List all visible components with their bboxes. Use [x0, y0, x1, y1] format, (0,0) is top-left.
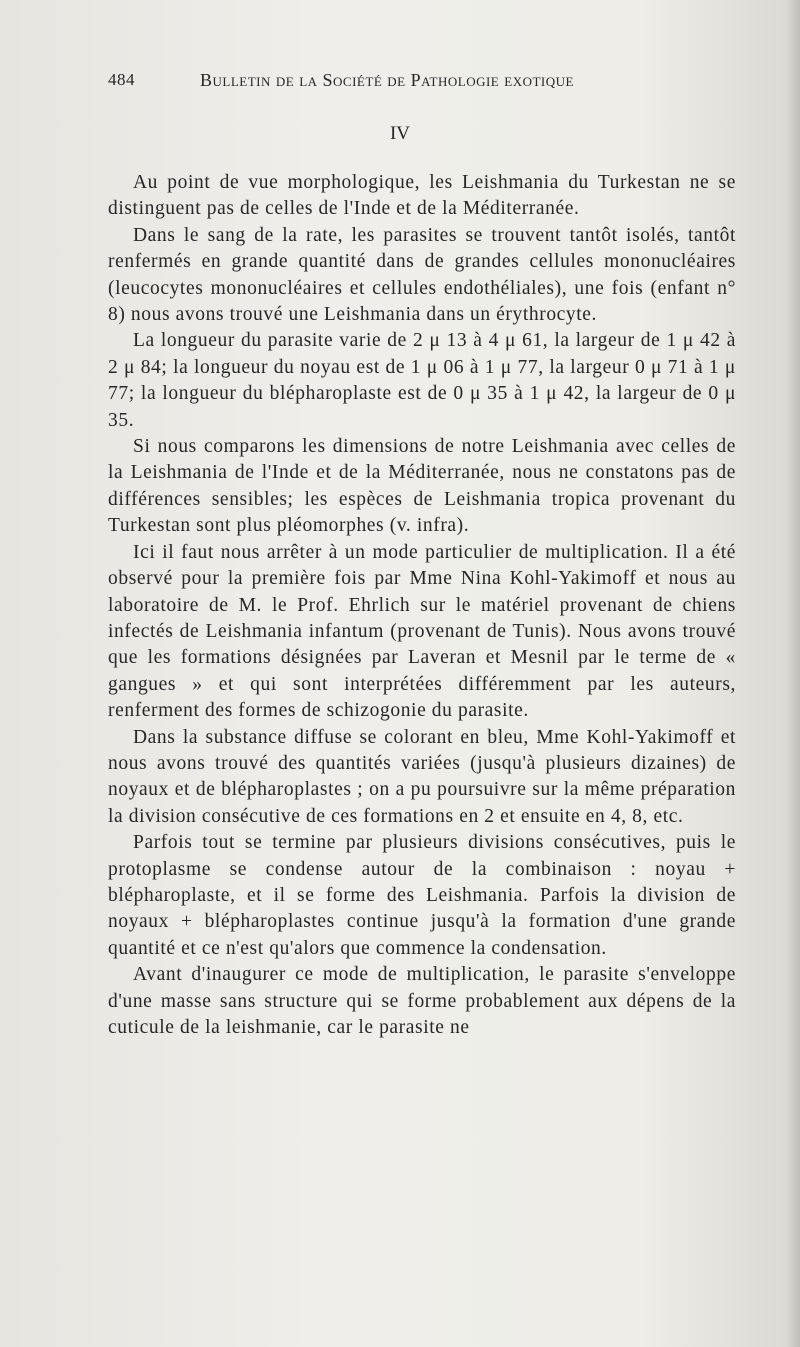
paragraph: La longueur du parasite varie de 2 μ 13 à 4 μ 61, la largeur de 1 μ 42 à 2 μ 84; la longueur du noyau est de 1 μ 06 à 1 μ 77, la largeur 0 μ 71 à 1 μ 77; la longueur du blépharoplaste est de 0 μ 35 à 1 μ 42, la largeur de 0 μ 35.	[108, 330, 736, 431]
paragraph: Si nous comparons les dimensions de notre Leishmania avec celles de la Leishmania de l'Inde et de la Méditerranée, nous ne constatons pas de différences sensibles; les espèces de Leishmania tropica provenant du Turkestan sont plus pléomorphes (v. infra).	[108, 436, 736, 537]
paragraph: Parfois tout se termine par plusieurs divisions consécutives, puis le protoplasme se condense autour de la combinaison : noyau + blépharoplaste, et il se forme des Leishmania. Parfois la division de noyaux + blépharoplastes continue jusqu'à la formation d'une grande quantité et ce n'est qu'alors que commence la condensation.	[108, 832, 736, 959]
paragraph: Dans la substance diffuse se colorant en bleu, Mme Kohl-Yakimoff et nous avons trouvé des quantités variées (jusqu'à plusieurs dizaines) de noyaux et de blépharoplastes ; on a pu poursuivre sur la même préparation la division consécutive de ces formations en 2 et ensuite en 4, 8, etc.	[108, 726, 736, 827]
section-title: IV	[389, 123, 411, 144]
paragraph: Avant d'inaugurer ce mode de multiplication, le parasite s'enveloppe d'une masse sans structure qui se forme probablement aux dépens de la cuticule de la leishmanie, car le parasite ne	[108, 964, 736, 1038]
article-body	[108, 170, 736, 1041]
paragraph: Dans le sang de la rate, les parasites se trouvent tantôt isolés, tantôt renfermés en grande quantité dans de grandes cellules mononucléaires (leucocytes mononucléaires et cellules endothéliales), une fois (enfant n° 8) nous avons trouvé une Leishmania dans un érythrocyte.	[108, 224, 736, 326]
page-spine-shadow	[786, 0, 800, 1347]
page-number: 484	[108, 70, 135, 89]
paragraph: Au point de vue morphologique, les Leishmania du Turkestan ne se distinguent pas de celles de l'Inde et de la Méditerranée.	[108, 172, 736, 220]
page-header	[108, 70, 738, 100]
running-title: Bulletin de la Société de Pathologie exotique	[200, 70, 574, 90]
paragraph: Ici il faut nous arrêter à un mode particulier de multiplication. Il a été observé pour la première fois par Mme Nina Kohl-Yakimoff et nous au laboratoire de M. le Prof. Ehrlich sur le matériel provenant de chiens infectés de Leishmania infantum (provenant de Tunis). Nous avons trouvé que les formations désignées par Laveran et Mesnil par le terme de « gangues » et qui sont interprétées différemment par les auteurs, renferment des formes de schizogonie du parasite.	[108, 541, 736, 722]
